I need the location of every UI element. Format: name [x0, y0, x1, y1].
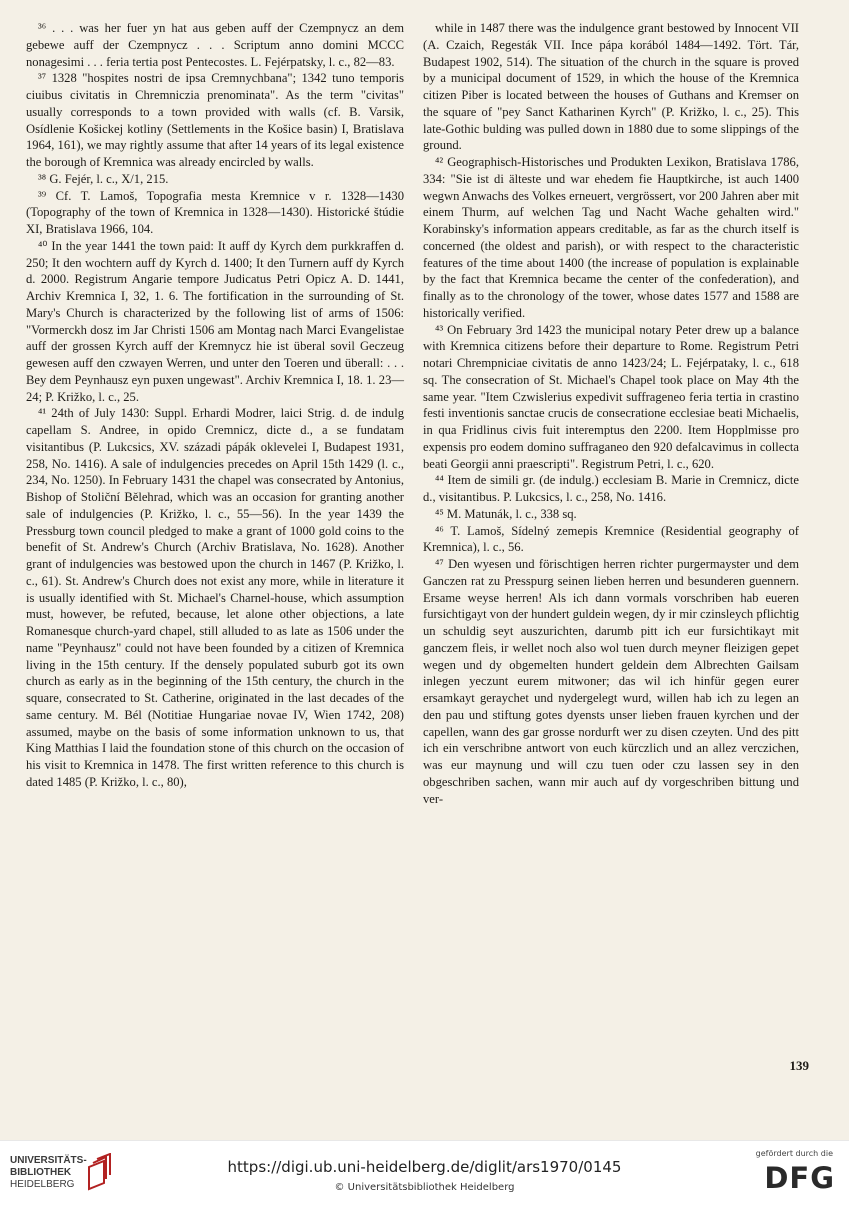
footnote-43: ⁴³ On February 3rd 1423 the municipal notary Peter drew up a balance with Kremnica citizens before their departure to Rome. Registrum Petri notari Chrempniciae civitatis de anno 1423/24; L. Fejérpataky, l. c., 618 sq. The consecration of St. Michael's Chapel took place on May 4th the same year. "Item Czwislerius expedivit suffrageneo feria tertia in crastino festi inventionis sanctae crucis de consecratione ecclesiae beati Michaelis, in qua Fridlinus civis fuit interemptus den 2200. Item Hopplmisse pro expensis pro eodem domino suffraganeo den 920 defalcavimus in collecta beati Georgii anni praescripti". Registrum Petri, l. c., 620.	[423, 322, 799, 471]
page-number: 139	[789, 1058, 809, 1073]
footnote-40: ⁴⁰ In the year 1441 the town paid: It auff dy Kyrch dem purkkraffen d. 250; It den wochtern auff dy Kyrch d. 1400; It den Turnern auff dy Kyrch d. 2000. Registrum Angarie tempore Judicatus Petri Opicz A. D. 1441, Archiv Kremnica I, 32, 1. 6. The fortification in the surrounding of St. Mary's Church is characterized by the following list of arms of 1506: "Vormerckh dosz im Jar Christi 1506 am Montag nach Marci Evangelistae auff der grossen Kyrch auff der Kremnycz hie ist überal sovil Geczeug gewesen auff den czwayen Werren, und unter den Toeren und überall: . . . Bey dem Peynhausz eyn puxen ungewast". Archiv Kremnica I, 18. 1. 23—24; P. Križko, l. c., 25.	[26, 238, 404, 404]
left-column	[26, 20, 404, 791]
footnote-42: ⁴² Geographisch-Historisches und Produkten Lexikon, Bratislava 1786, 334: "Sie ist di älteste und war ehedem fie Hauptkirche, ist auch 1400 wegwn Anwachs des Volkes erneuert, vergrössert, vor 200 Jahren aber mit einem Thurm, auf welchen Tag und Nacht Wache gehalten wird." Korabinsky's information appears creditable, as far as the church itself is concerned (the oldest and parish), or with respect to the characteristic features of the time about 1400 (the increase of population is explainable by the fact that Kremnica became the center of the confederation), and finally as to the chronology of the tower, whose dates 1577 and 1588 are historically verified.	[423, 155, 799, 320]
footnote-46: ⁴⁶ T. Lamoš, Sídelný zemepis Kremnice (Residential geography of Kremnica), l. c., 56.	[423, 523, 799, 555]
footnote-36: ³⁶ . . . was her fuer yn hat aus geben auff der Czempnycz an dem gebewe auff der Czempnycz . . . Scriptum anno domini MCCC nonagesimi . . . feria tertia post Pentecostes. L. Fejérpatsky, l. c., 82—83.	[26, 21, 404, 69]
library-name-line2: BIBLIOTHEK	[10, 1167, 72, 1178]
footnote-45: ⁴⁵ M. Matunák, l. c., 338 sq.	[435, 506, 577, 521]
footnote-47: ⁴⁷ Den wyesen und förischtigen herren richter purgermayster und dem Ganczen rat zu Presspurg seinen lieben herren und besunderen guennern. Ersame weyse herren! Als ich dann vormals vorschriben hab eueren fursichtigayt von der hundert guldein wegen, dy ir mir czinsleych pflichtig un schuldig seyt auszurichten, darumb pitt ich eur fursichtikayt mit ganczem fleis, ir wellet noch also wol tuen durch meyner fleizigen gepet wegen und dy obgemelten hundert geldein dem Albrechten Gailsam inlegen yeczunt eurem mitwoner; das wil ich hinfür gegen eurer ersamkayt geraychet und nydergelegt wurd, willen hab ich zu legen an den pau und stiftung gotes dyensts unser lieben frauen kyrchen und der capellen, wann des gar grosse nordurft wer zu disen czeyten. Und des pitt ich ein verschribne antwort von euch kürczlich und an allez verczichen, was eur maynung und will czu tuen oder czu lassen sey in den obgeschriben sachen, wann mir auch auf dy vorgeschriben bittung und ver-	[423, 557, 799, 806]
dfg-logo[interactable]: DFG	[764, 1161, 835, 1195]
permalink-url[interactable]: https://digi.ub.uni-heidelberg.de/diglit/ars1970/0145	[227, 1158, 622, 1176]
copyright-notice: © Universitätsbibliothek Heidelberg	[334, 1182, 515, 1193]
footnote-41: ⁴¹ 24th of July 1430: Suppl. Erhardi Modrer, laici Strig. d. de indulg capellam S. Andree, in opido Cremnicz, dicte d., a se fundatam visitantibus (P. Lukcsics, XV. századi pápák oklevelei I, Budapest 1931, 258, No. 1416). A sale of indulgencies precedes on April 15th 1429 (l. c., 234, No. 1250). In February 1431 the chapel was consecrated by Antonius, Bishop of Stoliční Bělehrad, which was an occasion for granting another sale of indulgencies (P. Križko, l. c., 55—56). In the year 1439 the Pressburg town council pledged to make a grant of 1000 gold coins to the benefit of St. Andrew's Church (Archiv Bratislava, No. 1628). Another grant of indulgencies was bestowed upon the church in 1467 (P. Križko, l. c., 61). St. Andrew's Church does not exist any more, while in literature it is usually identified with St. Michael's Charnel-house, which assumption must, however, be refuted, because, let alone other objections, a late Romanesque church-yard chapel, still alluded to as late as 1506 under the name "Peynhausz" could not have been founded by a citizen of Kremnica living in the 15th century. If the densely populated suburb got its own church as early as in the beginning of the 15th century, the church in the square, consecrated to St. Catherine, originated in the last decades of the same century. M. Bél (Notitiae Hungariae novae IV, Wien 1742, 208) assumed, maybe on the basis of some information unknown to us, that King Matthias I laid the foundation stone of this church on the occasion of his visit to Kremnica in 1478. The first written reference to this church is dated 1485 (P. Križko, l. c., 80),	[26, 406, 404, 789]
footnote-44: ⁴⁴ Item de simili gr. (de indulg.) ecclesiam B. Marie in Cremnicz, dicte d., visitantibus. P. Lukcsics, l. c., 258, No. 1416.	[423, 473, 799, 504]
library-name-line1: UNIVERSITÄTS-	[10, 1155, 87, 1166]
footnote-37: ³⁷ 1328 "hospites nostri de ipsa Cremnychbana"; 1342 tuno temporis ciuibus civitatis in Chremniczia prenominata". As the term "civitas" usually corresponds to a town provided with walls (cf. B. Varsik, Osídlenie Košickej kotliny (Settlements in the Košice basin) I, Bratislava 1964, 161), we may rightly assume that after 14 years of its legal existence the borough of Kremnica was already encircled by walls.	[26, 71, 404, 169]
viewer-footer	[0, 1140, 849, 1208]
footnote-41-continued: while in 1487 there was the indulgence grant bestowed by Innocent VII (A. Czaich, Regesták VII. Ince pápa korából 1484—1492. Tört. Tár, Budapest 1902, 514). The situation of the church in the square is proved by a municipal document of 1529, in which the house of the Kremnica citizen Piber is located between the houses of Guthans and Kremser on the square of "pey Sanct Katharinen Kyrch" (P. Križko, l. c., 25). This late-Gothic bulding was pulled down in 1880 due to some slippings of the ground.	[423, 21, 799, 153]
right-column	[423, 20, 799, 807]
footnote-38: ³⁸ G. Fejér, l. c., X/1, 215.	[38, 171, 169, 186]
footnote-39: ³⁹ Cf. T. Lamoš, Topografia mesta Kremnice v r. 1328—1430 (Topography of the town of Kremnica in 1328—1430). Historické štúdie XI, Bratislava 1966, 104.	[26, 188, 404, 236]
funded-by-label: gefördert durch die	[755, 1149, 833, 1158]
library-name-line3: HEIDELBERG	[10, 1179, 75, 1190]
